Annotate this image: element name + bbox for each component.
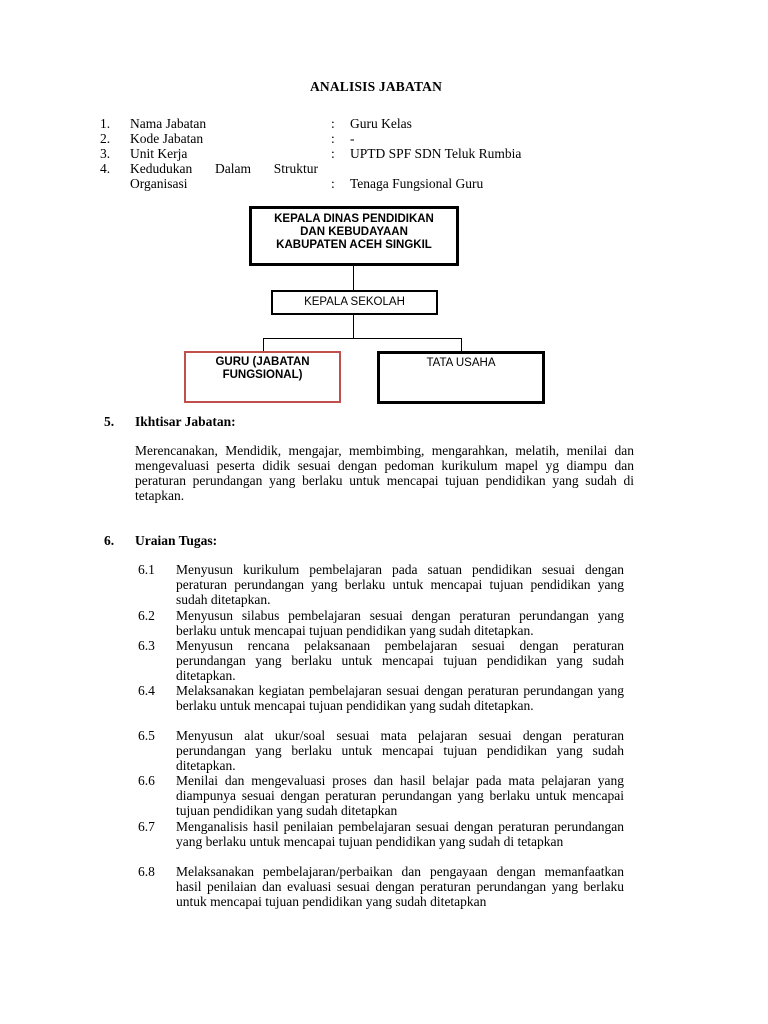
task-item bbox=[138, 864, 624, 909]
task-number: 6.4 bbox=[138, 683, 155, 698]
task-text: Menyusun alat ukur/soal sesuai mata pelajaran sesuai dengan peraturan perundangan yang berlaku untuk mencapai tujuan pendidikan yang sudah ditetapkan. bbox=[176, 728, 624, 773]
org-box-line: FUNGSIONAL) bbox=[222, 369, 303, 381]
org-connector bbox=[353, 315, 354, 339]
info-value: UPTD SPF SDN Teluk Rumbia bbox=[350, 146, 522, 161]
info-label: Kedudukan Dalam Struktur bbox=[130, 161, 318, 176]
task-number: 6.6 bbox=[138, 773, 155, 788]
info-value: Guru Kelas bbox=[350, 116, 412, 131]
task-number: 6.2 bbox=[138, 608, 155, 623]
org-box-line: DAN KEBUDAYAAN bbox=[300, 226, 408, 238]
info-number: 2. bbox=[100, 131, 111, 146]
section-heading-ikhtisar: Ikhtisar Jabatan: bbox=[135, 414, 236, 429]
section-heading-uraian: Uraian Tugas: bbox=[135, 533, 218, 548]
task-item bbox=[138, 728, 624, 773]
ikhtisar-paragraph: Merencanakan, Mendidik, mengajar, membimbing, mengarahkan, melatih, menilai dan mengevaluasi peserta didik sesuai dengan pedoman kurikulum mapel yg diampu dan peraturan perundangan yang berlaku untuk mencapai tujuan pendidikan yang sudah di tetapkan. bbox=[135, 443, 634, 503]
task-number: 6.7 bbox=[138, 819, 155, 834]
task-item bbox=[138, 562, 624, 607]
org-connector bbox=[353, 266, 354, 291]
org-box-guru bbox=[184, 351, 341, 403]
org-box-label: TATA USAHA bbox=[426, 357, 496, 369]
task-text: Menyusun rencana pelaksanaan pembelajaran sesuai dengan peraturan perundangan yang berlaku untuk mencapai tujuan pendidikan yang sudah ditetapkan. bbox=[176, 638, 624, 683]
info-number: 4. bbox=[100, 161, 111, 176]
org-box-line: KEPALA DINAS PENDIDIKAN bbox=[274, 213, 434, 225]
org-box-kepala-sekolah bbox=[271, 290, 438, 315]
task-text: Menganalisis hasil penilaian pembelajaran sesuai dengan peraturan perundangan yang berlaku untuk mencapai tujuan pendidikan yang sudah di tetapkan bbox=[176, 819, 624, 849]
task-number: 6.1 bbox=[138, 562, 155, 577]
info-colon: : bbox=[331, 116, 335, 131]
page-title: ANALISIS JABATAN bbox=[309, 79, 443, 94]
org-box-label: KEPALA SEKOLAH bbox=[304, 296, 405, 308]
org-box-kepala-dinas bbox=[249, 206, 459, 266]
info-colon: : bbox=[331, 131, 335, 146]
org-connector bbox=[263, 338, 264, 352]
task-item bbox=[138, 608, 624, 638]
org-box-line: KABUPATEN ACEH SINGKIL bbox=[276, 239, 432, 251]
info-value: Tenaga Fungsional Guru bbox=[350, 176, 484, 191]
task-text: Menyusun silabus pembelajaran sesuai dengan peraturan perundangan yang berlaku untuk mencapai tujuan pendidikan yang sudah ditetapkan. bbox=[176, 608, 624, 638]
info-colon: : bbox=[331, 176, 335, 191]
info-value: - bbox=[350, 131, 355, 146]
info-label-continuation: Organisasi bbox=[130, 176, 188, 191]
info-label: Kode Jabatan bbox=[130, 131, 204, 146]
task-number: 6.5 bbox=[138, 728, 155, 743]
task-item bbox=[138, 683, 624, 713]
org-box-tata-usaha bbox=[377, 351, 545, 404]
info-number: 3. bbox=[100, 146, 111, 161]
section-number: 5. bbox=[104, 414, 115, 429]
section-number: 6. bbox=[104, 533, 115, 548]
task-text: Menilai dan mengevaluasi proses dan hasil belajar pada mata pelajaran yang diampunya sesuai dengan peraturan perundangan yang berlaku untuk mencapai tujuan pendidikan yang sudah ditetapkan bbox=[176, 773, 624, 818]
task-number: 6.8 bbox=[138, 864, 155, 879]
task-number: 6.3 bbox=[138, 638, 155, 653]
org-box-line: GURU (JABATAN bbox=[215, 356, 310, 368]
info-label: Nama Jabatan bbox=[130, 116, 207, 131]
task-text: Menyusun kurikulum pembelajaran pada satuan pendidikan sesuai dengan peraturan perundangan yang berlaku untuk mencapai tujuan pendidikan yang sudah ditetapkan. bbox=[176, 562, 624, 607]
task-text: Melaksanakan pembelajaran/perbaikan dan pengayaan dengan memanfaatkan hasil penilaian dan evaluasi sesuai dengan peraturan perundangan yang berlaku untuk mencapai tujuan pendidikan yang sudah ditetapkan bbox=[176, 864, 624, 909]
task-text: Melaksanakan kegiatan pembelajaran sesuai dengan peraturan perundangan yang berlaku untuk mencapai tujuan pendidikan yang sudah ditetapkan. bbox=[176, 683, 624, 713]
task-item bbox=[138, 638, 624, 683]
info-colon: : bbox=[331, 146, 335, 161]
info-number: 1. bbox=[100, 116, 111, 131]
task-item bbox=[138, 773, 624, 818]
org-connector bbox=[461, 338, 462, 352]
task-item bbox=[138, 819, 624, 849]
org-connector-horizontal bbox=[263, 338, 462, 339]
info-label: Unit Kerja bbox=[130, 146, 188, 161]
